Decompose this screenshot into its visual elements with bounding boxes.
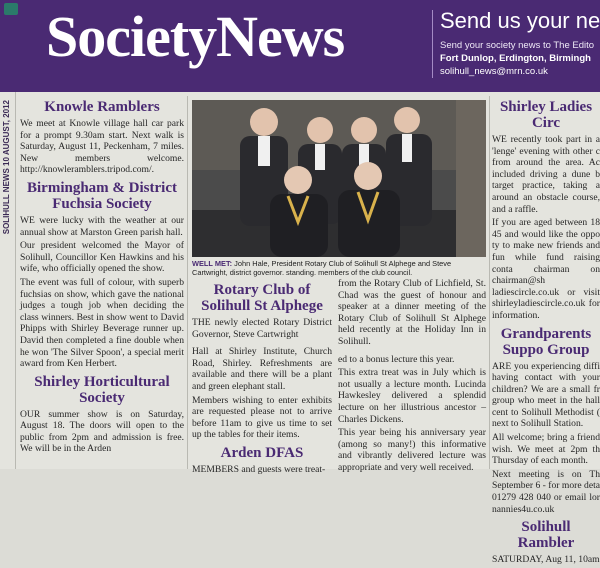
column-3 (338, 278, 486, 476)
fuchsia-p3: The event was full of colour, with superb fuchsias on show, which gave the national judges a tough job when deciding the class winners. Best in show went to David Phipps with Shirley Beverage runner up. David then completed a fine double when he won 'The Silver Spoon', a special merit award from Ken Herbert. (20, 276, 184, 370)
knowle-ramblers-heading: Knowle Ramblers (44, 99, 160, 115)
shirley-horticultural-heading: Shirley Horticultural Society (34, 373, 170, 406)
column-4 (492, 95, 600, 568)
send-news-line: Send your society news to The Edito (440, 40, 595, 51)
fuchsia-society-heading: Birmingham & District Fuchsia Society (27, 179, 177, 212)
side-folio-strip (0, 92, 16, 469)
photo-caption (192, 259, 486, 277)
send-news-email: solihull_news@mrn.co.uk (440, 66, 548, 77)
fuchsia-p1: WE were lucky with the weather at our annual show at Marston Green parish hall. (20, 214, 184, 238)
rotary-continued: from the Rotary Club of Lichfield, St. Chad was the guest of honour and speaker at a dinner meeting of the Rotary Club of Solihull St Alphege held recently at the Holiday Inn in Solihull. (338, 278, 486, 347)
knowle-ramblers-body: We meet at Knowle village hall car park for a prompt 9.30am start. Next walk is Saturday, August 11, Peckenham, 7 miles. New members welcome. http://knowleramblers.tripod.com/. (20, 118, 184, 176)
fuchsia-p2: Our president welcomed the Mayor of Solihull, Councillor Ken Hawkins and his wife, who officially opened the show. (20, 240, 184, 275)
shirley-horticultural-body: OUR summer show is on Saturday, August 18. The doors will open to the public from 2pm and admission is free. We will be in the Arden (20, 408, 184, 455)
title-society: Society (46, 4, 217, 69)
title-news: News (216, 4, 345, 69)
grandparents-heading: Grandparents Suppo Group (500, 325, 592, 358)
caption-text: John Hale, President Rotary Club of Solihull St Alphege and Steve Cartwright, district governor. standing. members of the club council. (192, 259, 452, 277)
send-news-headline: Send us your ne (440, 8, 600, 33)
shirley-ladies-heading: Shirley Ladies Circ (499, 99, 593, 131)
masthead (0, 0, 600, 92)
column-rule (187, 96, 188, 469)
rotary-heading: Rotary Club of Solihull St Alphege (201, 282, 323, 314)
column-rule (489, 96, 490, 469)
caption-lead: WELL MET: (192, 259, 233, 268)
shirley-ladies-p1: WE recently took part in a 'lenge' evening with other c from around the area. Ac included driving a dune b target practice, taking a around an obstacle course, and a raffle. (492, 134, 600, 215)
send-news-address: Fort Dunlop, Erdington, Birmingh (440, 53, 591, 64)
column-2 (192, 278, 332, 478)
arden-dfas-body: MEMBERS and guests were treat- (192, 463, 326, 475)
arden-dfas-heading: Arden DFAS (220, 444, 304, 461)
shirley-horticultural-continued-1: Hall at Shirley Institute, Church Road, Shirley. Refreshments are available and there will be a plant and green elephant stall. (192, 346, 332, 392)
solihull-ramblers-body: SATURDAY, Aug 11, 10am (492, 554, 600, 566)
section-title (46, 4, 344, 70)
arden-dfas-continued-2: This extra treat was in July which is not usually a lecture month. Lucinda Hawkesley delivered a splendid lecture on her illustrious ancestor – Charles Dickens. (338, 367, 486, 425)
group-photo (192, 100, 486, 257)
arden-dfas-continued-3: This year being his anniversary year (among so many!) this informative and vibrantly delivered lecture was appropriate and very well received. (338, 427, 486, 473)
shirley-horticultural-continued-2: Members wishing to enter exhibits are requested please not to arrive before 11am to give us time to set up the tables for their items. (192, 394, 332, 441)
publication-logo-icon (4, 3, 18, 15)
grandparents-p2: All welcome; bring a friend wish. We meet at 2pm th Thursday of each month. (492, 432, 600, 467)
shirley-ladies-p2: If you are aged between 18 45 and would like the oppo ty to make new friends and fun while fund raising conta chairman on chairman@sh ladiescircle.co.uk or visit shirleyladiescircle.co.uk for information. (492, 217, 600, 321)
column-1 (20, 95, 184, 457)
arden-dfas-continued-1: ed to a bonus lecture this year. (338, 353, 455, 365)
grandparents-p1: ARE you experiencing diffi having contact with your children? We are a small fr group who meet in the hall cent to Solihull Methodist ( next to Solihull Station. (492, 360, 600, 430)
folio-text: SOLIHULL NEWS 10 AUGUST, 2012 (2, 100, 11, 235)
grandparents-p3: Next meeting is on Th September 6 - for more deta 01279 428 040 or email lor nannies4u.co.uk (492, 468, 600, 515)
solihull-ramblers-heading: Solihull Rambler (517, 519, 575, 552)
group-photo-image (192, 100, 486, 257)
rotary-p1: THE newly elected Rotary District Governor, Steve Cartwright (192, 317, 332, 340)
masthead-divider (432, 10, 433, 78)
